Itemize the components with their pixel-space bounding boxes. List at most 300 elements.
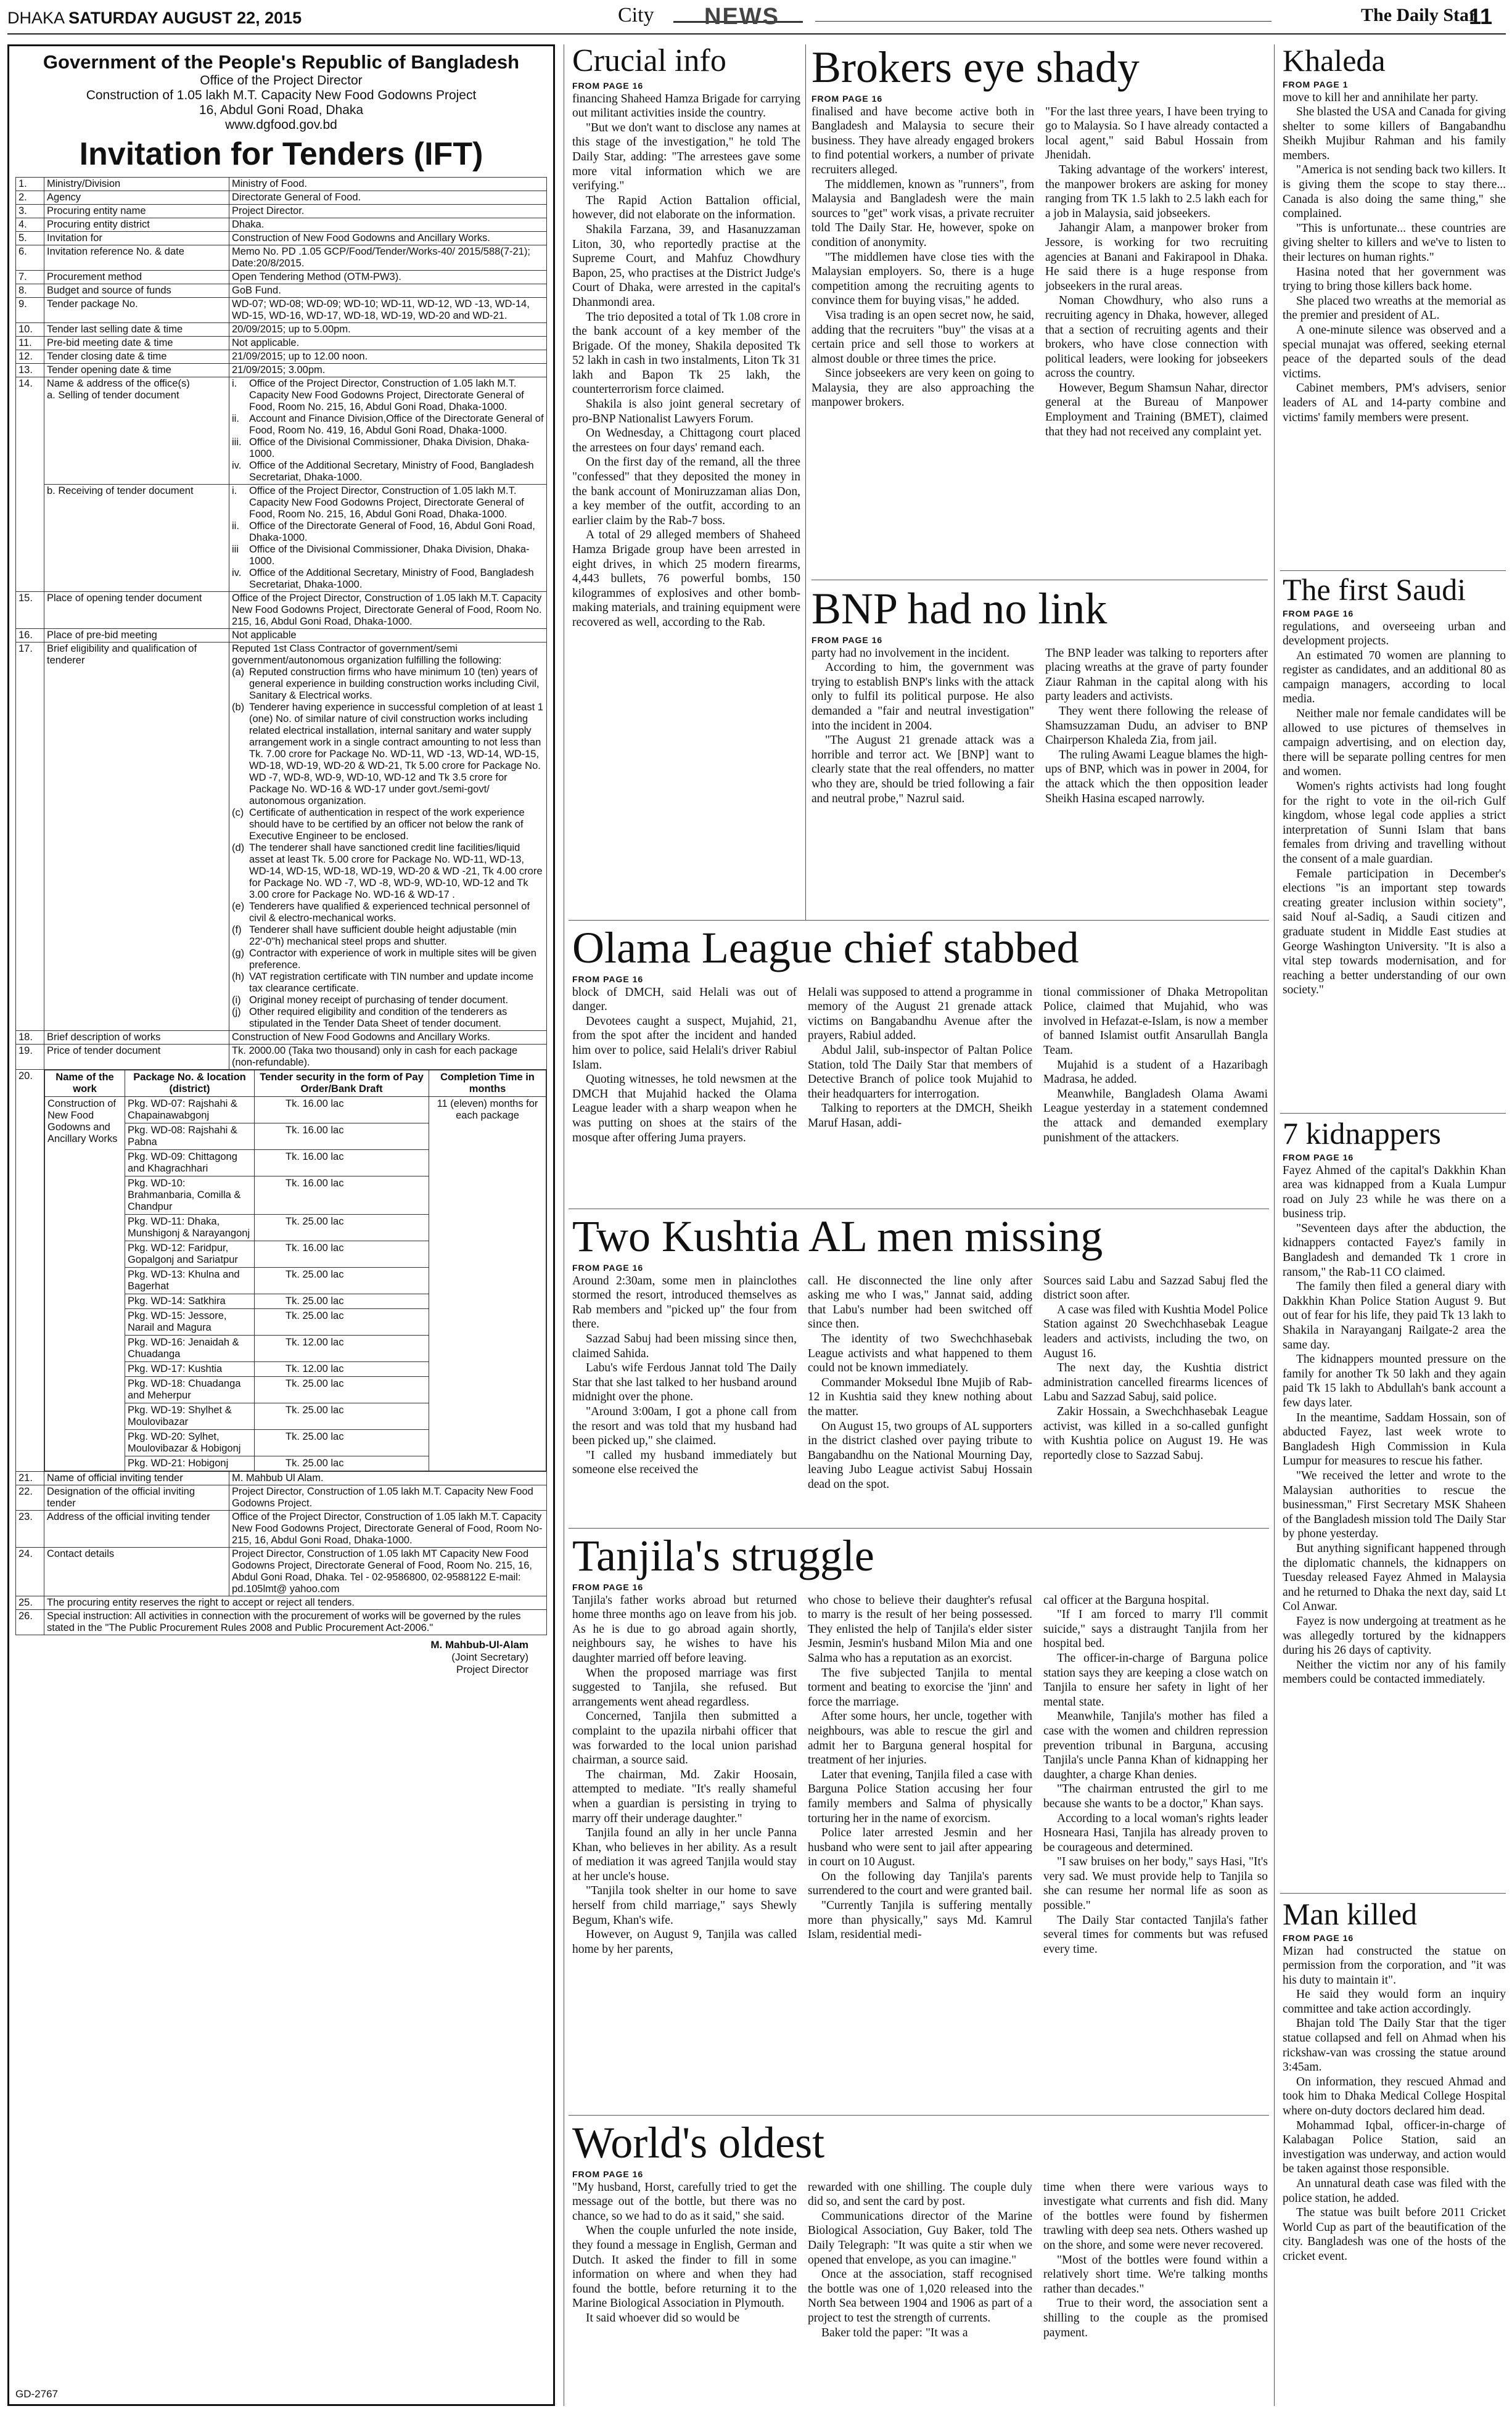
column-divider xyxy=(1274,44,1275,2406)
list-item xyxy=(232,1006,544,1030)
row-value xyxy=(229,377,547,485)
row-value: 21/09/2015; 3.00pm. xyxy=(229,364,547,377)
package-location: Pkg. WD-16: Jenaidah & Chuadanga xyxy=(125,1336,255,1362)
paragraph: The middlemen, known as "runners", from Malaysia and Bangladesh were the main sources to "get" work visas, a private recruiter told The Daily Star. He, however, spoke on condition of anonymity. xyxy=(811,178,1034,249)
row-key: Tender closing date & time xyxy=(44,350,229,364)
table-row xyxy=(16,364,547,377)
tender-security: Tk. 12.00 lac xyxy=(255,1336,429,1362)
list-marker: (j) xyxy=(232,1006,241,1017)
list-item xyxy=(232,378,544,413)
package-location: Pkg. WD-11: Dhaka, Munshigonj & Narayangonj xyxy=(125,1215,255,1241)
row-number: 16. xyxy=(16,629,44,643)
works-header: Package No. & location (district) xyxy=(125,1070,255,1097)
tender-security: Tk. 25.00 lac xyxy=(255,1215,429,1241)
tender-security: Tk. 16.00 lac xyxy=(255,1241,429,1268)
package-location: Pkg. WD-18: Chuadanga and Meherpur xyxy=(125,1377,255,1403)
paragraph: tional commissioner of Dhaka Metropolitan Police, claimed that Mujahid, who was involved in Hefazat-e-Islam, is now a member of banned Islamist outfit Ansarullah Bangla Team. xyxy=(1043,985,1268,1057)
table-row xyxy=(16,178,547,191)
row-value: Project Director, Construction of 1.05 lakh MT Capacity New Food Godowns Project, Directorate General of Food, Room No. 215, 16, Abdul Goni Road, Dhaka. Tel - 02-9586800, 02-9588122 E-mail: pd.105lmt@ yahoo.com xyxy=(229,1548,547,1596)
row-value: Memo No. PD .1.05 GCP/Food/Tender/Works-40/ 2015/588(7-21); Date:20/8/2015. xyxy=(229,245,547,271)
row-number: 3. xyxy=(16,205,44,218)
article-bnp xyxy=(811,586,1268,806)
jump-line: FROM PAGE 16 xyxy=(1283,608,1354,618)
list-marker: (e) xyxy=(232,901,245,912)
list-marker: iv. xyxy=(232,460,242,471)
row-key: Agency xyxy=(44,191,229,205)
row-number: 23. xyxy=(16,1511,44,1548)
list-item xyxy=(232,842,544,901)
row-number: 25. xyxy=(16,1596,44,1610)
paragraph: Shakila Farzana, 39, and Hasanuzzaman Liton, 30, who reportedly practise at the Supreme Court, and Mahfuz Chowdhury Bapon, 25, who practises at the District Judge's Court of Dhaka, were arrested in the capital's Dhanmondi area. xyxy=(572,223,800,309)
paragraph: regulations, and overseeing urban and development projects. xyxy=(1283,620,1506,648)
paragraph: Mujahid is a student of a Hazaribagh Madrasa, he added. xyxy=(1043,1058,1268,1086)
paragraph: "If I am forced to marry I'll commit suicide," says a distraught Tanjila from her hospital bed. xyxy=(1043,1608,1268,1651)
article-column xyxy=(572,1593,797,1957)
jump-line: FROM PAGE 16 xyxy=(1283,1152,1354,1162)
list-text: Tenderers have qualified & experienced technical personnel of civil & electro-mechanical works. xyxy=(249,901,530,924)
row-value: Tk. 2000.00 (Taka two thousand) only in cash for each package (non-refundable). xyxy=(229,1045,547,1070)
page-number: 11 xyxy=(1469,4,1493,29)
paragraph: But anything significant happened through the diplomatic channels, the kidnappers on Tuesday released Fayez Ahmed in Malaysia and he returned to Dhaka the next day, said Lt Col Anwar. xyxy=(1283,1542,1506,1614)
paragraph: Meanwhile, Tanjila's mother has filed a case with the women and children repression prevention tribunal in Barguna, accusing Tanjila's uncle Panna Khan of kidnapping her daughter, a charge Khan denies. xyxy=(1043,1710,1268,1781)
paragraph: The next day, the Kushtia district administration cancelled firearms licences of Labu and Sazzad Sabuj, said police. xyxy=(1043,1361,1268,1404)
row-value: Not applicable. xyxy=(229,337,547,350)
paragraph: "Seventeen days after the abduction, the kidnappers contacted Fayez's family in Bangladesh and demanded Tk 1 crore in ransom," the Rab-11 CO claimed. xyxy=(1283,1221,1506,1279)
article-column xyxy=(1283,620,1506,998)
tender-security: Tk. 25.00 lac xyxy=(255,1456,429,1471)
article-man-killed xyxy=(1283,1898,1506,2264)
package-location: Pkg. WD-21: Hobigonj xyxy=(125,1456,255,1471)
package-location: Pkg. WD-19: Shylhet & Moulovibazar xyxy=(125,1403,255,1430)
list-item xyxy=(232,901,544,924)
paragraph: Sazzad Sabuj had been missing since then, claimed Sahida. xyxy=(572,1332,797,1360)
paragraph: The Rapid Action Battalion official, however, did not elaborate on the information. xyxy=(572,194,800,222)
row-value: Construction of New Food Godowns and Ancillary Works. xyxy=(229,232,547,245)
table-row xyxy=(16,245,547,271)
tender-security: Tk. 16.00 lac xyxy=(255,1123,429,1150)
table-row xyxy=(16,643,547,1031)
row-value: The procuring entity reserves the right to accept or reject all tenders. xyxy=(44,1596,547,1610)
paragraph: "Around 3:00am, I got a phone call from the resort and was told that my husband had been picked up," she claimed. xyxy=(572,1405,797,1448)
headline: BNP had no link xyxy=(811,584,1107,633)
paragraph: When the couple unfurled the note inside, they found a message in English, German and Dutch. It asked the finder to fill in some information on where and when they had found the bottle, before returning it to the Marine Biological Association in Plymouth. xyxy=(572,2224,797,2310)
list-item xyxy=(232,460,544,483)
article-column xyxy=(808,1593,1032,1957)
list-marker: (d) xyxy=(232,842,245,853)
paragraph: Visa trading is an open secret now, he said, adding that the recruiters "buy" the visas at a certain price and sell those to workers at almost double or three times the price. xyxy=(811,308,1034,366)
paragraph: In the meantime, Saddam Hossain, son of abducted Fayez, last week wrote to Bangladesh High Commission in Kula Lumpur for measures to rescue his father. xyxy=(1283,1411,1506,1468)
list-item xyxy=(232,971,544,995)
paragraph: Bhajan told The Daily Star that the tiger statue collapsed and fell on Ahmad when his rickshaw-van was crossing the statue around 3:45am. xyxy=(1283,2017,1506,2074)
column-divider xyxy=(805,44,806,920)
table-row xyxy=(16,232,547,245)
row-value: Directorate General of Food. xyxy=(229,191,547,205)
row-number: 24. xyxy=(16,1548,44,1596)
row-key: Invitation for xyxy=(44,232,229,245)
row-key: Invitation reference No. & date xyxy=(44,245,229,271)
list-marker: (a) xyxy=(232,667,245,678)
paragraph: Quoting witnesses, he told newsmen at the DMCH that Mujahid hacked the Olama League leader with a sharp weapon when he was putting on shoes at the stairs of the mosque after offering Juma prayers. xyxy=(572,1073,797,1144)
row-number: 26. xyxy=(16,1610,44,1635)
row-number: 15. xyxy=(16,592,44,629)
row-number: 18. xyxy=(16,1031,44,1045)
row-key: Place of pre-bid meeting xyxy=(44,629,229,643)
package-location: Pkg. WD-14: Satkhira xyxy=(125,1294,255,1309)
list-marker: ii. xyxy=(232,520,239,532)
row-value: Project Director. xyxy=(229,205,547,218)
paragraph: who chose to believe their daughter's refusal to marry is the result of her being possessed. They enlisted the help of Tanjila's elder sister Jesmin, Jesmin's husband Milon Mia and one Salma who has a reputation as an exorcist. xyxy=(808,1593,1032,1665)
row-key: Brief eligibility and qualification of tenderer xyxy=(44,643,229,1031)
paragraph: On the following day Tanjila's parents surrendered to the court and were granted bail. xyxy=(808,1870,1032,1898)
headline: Khaleda xyxy=(1283,43,1386,78)
row-number: 20. xyxy=(16,1070,44,1472)
signatory-name: M. Mahbub-Ul-Alam xyxy=(430,1639,528,1651)
package-location: Pkg. WD-07: Rajshahi & Chapainawabgonj xyxy=(125,1097,255,1123)
paragraph: Tanjila's father works abroad but returned home three months ago on leave from his job. As he is due to go abroad again shortly, neighbours say, he wishes to have his daughter married off before leaving. xyxy=(572,1593,797,1665)
paragraph: move to kill her and annihilate her party. xyxy=(1283,91,1479,104)
jump-line: FROM PAGE 16 xyxy=(572,974,644,984)
article-column xyxy=(808,1274,1032,1492)
package-location: Pkg. WD-09: Chittagong and Khagrachhari xyxy=(125,1150,255,1176)
table-row xyxy=(16,1511,547,1548)
paragraph: Taking advantage of the workers' interest, the manpower brokers are asking for money ranging from TK 1.5 lakh to 2.5 lakh each for a job in Malaysia, said jobseekers. xyxy=(1045,163,1268,220)
article-crucial-info xyxy=(572,44,800,630)
works-header: Tender security in the form of Pay Order/Bank Draft xyxy=(255,1070,429,1097)
list-marker: iii xyxy=(232,544,239,555)
eligibility-intro: Reputed 1st Class Contractor of government/semi government/autonomous organization fulfilling the following: xyxy=(232,643,502,666)
paragraph: "America is not sending back two killers. It is giving them the scope to stay there... Canada is also doing the same thing," she complained. xyxy=(1283,163,1506,221)
work-name: Construction of New Food Godowns and Ancillary Works xyxy=(45,1097,125,1471)
tender-security: Tk. 25.00 lac xyxy=(255,1377,429,1403)
paragraph: "But we don't want to disclose any names at this stage of the investigation," he told The Daily Star, adding: "The arrestees gave some more vital information which we are verifying." xyxy=(572,121,800,193)
table-row xyxy=(16,298,547,323)
paragraph: Fayez Ahmed of the capital's Dakkhin Khan area was kidnapped from a Kuala Lumpur road on July 23 while he was there on a business trip. xyxy=(1283,1164,1506,1221)
jump-line: FROM PAGE 16 xyxy=(572,80,644,91)
paragraph: Since jobseekers are very keen on going to Malaysia, they are also approaching the manpower brokers. xyxy=(811,367,1034,409)
paragraph: "The chairman entrusted the girl to me because she wants to be a doctor," Khan says. xyxy=(1043,1783,1268,1810)
table-row xyxy=(16,1031,547,1045)
row-value: WD-07; WD-08; WD-09; WD-10; WD-11, WD-12, WD -13, WD-14, WD-15, WD-16, WD-17, WD-18, WD-19, WD-20 and WD-21. xyxy=(229,298,547,323)
row-value: GoB Fund. xyxy=(229,284,547,298)
row-key: Brief description of works xyxy=(44,1031,229,1045)
row-key: Budget and source of funds xyxy=(44,284,229,298)
paragraph: block of DMCH, said Helali was out of danger. xyxy=(572,985,797,1014)
section-label: NEWS xyxy=(704,4,779,30)
tender-security: Tk. 16.00 lac xyxy=(255,1150,429,1176)
row-value: Office of the Project Director, Construction of 1.05 lakh M.T. Capacity New Food Godowns Project, Directorate General of Food, Room No. 215, 16, Abdul Goni Road, Dhaka-1000. xyxy=(229,592,547,629)
paragraph: The statue was built before 2011 Cricket World Cup as part of the beautification of the city. Bangladesh was one of the hosts of the cricket event. xyxy=(1283,2206,1506,2263)
paragraph: Abdul Jalil, sub-inspector of Paltan Police Station, told The Daily Star that members of Detective Branch of police took Mujahid to their headquarters for interrogation. xyxy=(808,1043,1032,1101)
row-key: Procurement method xyxy=(44,271,229,284)
row-key: Procuring entity district xyxy=(44,218,229,232)
headline: Brokers eye shady xyxy=(811,43,1140,92)
paragraph: A total of 29 alleged members of Shaheed Hamza Brigade group have been arrested in eight drives, in which 25 modern firearms, 4,443 bullets, 76 powerful bombs, 150 kilogrammes of explosives and other bomb-making materials, and training equipment were recovered as well, according to the Rab. xyxy=(572,528,800,629)
paragraph: "The middlemen have close ties with the Malaysian employers. So, there is a huge competition among the recruiting agents to convince them for buying visas," he added. xyxy=(811,250,1034,308)
article-first-saudi xyxy=(1283,573,1506,998)
list-marker: i. xyxy=(232,485,237,496)
jump-line: FROM PAGE 16 xyxy=(572,2169,644,2179)
paragraph: The trio deposited a total of Tk 1.08 crore in the bank account of a key member of the Brigade. Of the money, Shakila deposited Tk 52 lakh in cash in two instalments, Liton Tk 31 lakh and Bapon Tk 25 lakh, the counterterrorism force claimed. xyxy=(572,310,800,396)
row-number: 22. xyxy=(16,1485,44,1511)
row-number: 19. xyxy=(16,1045,44,1070)
dateline xyxy=(7,9,302,28)
paragraph: She placed two wreaths at the memorial as the premier and president of AL. xyxy=(1283,294,1506,322)
signature-block xyxy=(15,1639,547,1676)
list-text: Contractor with experience of work in multiple sites will be given preference. xyxy=(249,948,536,971)
list-marker: ii. xyxy=(232,413,239,424)
paragraph: Labu's wife Ferdous Jannat told The Daily Star that she last talked to her husband around midnight over the phone. xyxy=(572,1361,797,1404)
row-value: Construction of New Food Godowns and Ancillary Works. xyxy=(229,1031,547,1045)
table-row xyxy=(16,323,547,337)
list-text: Reputed construction firms who have minimum 10 (ten) years of general experience in building construction works including Civil, Sanitary & Electrical works. xyxy=(249,667,540,701)
list-marker: i. xyxy=(232,378,237,389)
paragraph: Hasina noted that her government was trying to bring those killers back home. xyxy=(1283,265,1506,294)
paragraph: They went there following the release of Shamsuzzaman Dudu, an adviser to BNP Chairperson Khaleda Zia, from jail. xyxy=(1045,704,1268,747)
paper-name: The Daily Star xyxy=(1361,5,1477,25)
list-marker: (h) xyxy=(232,971,245,982)
jump-line: FROM PAGE 16 xyxy=(1283,1932,1354,1943)
works-cell xyxy=(44,1070,547,1472)
article-olama-league xyxy=(572,925,1268,1145)
paragraph: Sources said Labu and Sazzad Sabuj fled the district soon after. xyxy=(1043,1274,1268,1302)
row-key: Pre-bid meeting date & time xyxy=(44,337,229,350)
row-divider xyxy=(1280,1893,1506,1894)
list-marker: (c) xyxy=(232,807,244,818)
article-column xyxy=(572,1274,797,1492)
paragraph: "Most of the bottles were found within a relatively short time. We're talking months rather than decades." xyxy=(1043,2253,1268,2296)
table-row xyxy=(16,1596,547,1610)
row-number: 17. xyxy=(16,643,44,1031)
paragraph: finalised and have become active both in Bangladesh and Malaysia to secure their business. They have already engaged brokers to find potential workers, a number of private recruiters alleged. xyxy=(811,105,1034,176)
headline: Olama League chief stabbed xyxy=(572,923,1079,972)
article-column xyxy=(1045,646,1268,807)
row-key: Designation of the official inviting tender xyxy=(44,1485,229,1511)
tender-security: Tk. 25.00 lac xyxy=(255,1268,429,1294)
row-key: Price of tender document xyxy=(44,1045,229,1070)
package-location: Pkg. WD-15: Jessore, Narail and Magura xyxy=(125,1309,255,1336)
paragraph: Cabinet members, PM's advisers, senior leaders of AL and 14-party combine and victims' family members were present. xyxy=(1283,382,1506,424)
row-value: Open Tendering Method (OTM-PW3). xyxy=(229,271,547,284)
paragraph: Shakila is also joint general secretary of pro-BNP Nationalist Lawyers Forum. xyxy=(572,398,800,425)
paragraph: On Wednesday, a Chittagong court placed the arrestees on four days' remand each. xyxy=(572,427,800,454)
article-tanjila xyxy=(572,1533,1268,1956)
paragraph: Fayez is now undergoing at treatment as he was allegedly tortured by the kidnappers during his 26 days of captivity. xyxy=(1283,1614,1506,1657)
paragraph: On information, they rescued Ahmad and took him to Dhaka Medical College Hospital where on-duty doctors declared him dead. xyxy=(1283,2075,1506,2118)
paragraph: It said whoever did so would be xyxy=(586,2311,740,2325)
article-column xyxy=(572,2180,797,2341)
list-marker: iv. xyxy=(232,567,242,578)
row-number: 10. xyxy=(16,323,44,337)
package-location: Pkg. WD-13: Khulna and Bagerhat xyxy=(125,1268,255,1294)
table-row xyxy=(16,485,547,592)
tender-security: Tk. 25.00 lac xyxy=(255,1294,429,1309)
row-divider xyxy=(569,920,1269,921)
paragraph: call. He disconnected the line only after asking me who I was," Jannat said, adding that Labu's number had been switched off since then. xyxy=(808,1274,1032,1331)
list-item xyxy=(232,702,544,807)
row-value: Project Director, Construction of 1.05 lakh M.T. Capacity New Food Godowns Project. xyxy=(229,1485,547,1511)
row-value: Office of the Project Director, Construction of 1.05 lakh M.T. Capacity New Food Godowns Project, Directorate General of Food, Room No-215, 16, Abdul Goni Road, Dhaka-1000. xyxy=(229,1511,547,1548)
row-key: Tender last selling date & time xyxy=(44,323,229,337)
works-header: Completion Time in months xyxy=(429,1070,546,1097)
article-column xyxy=(808,985,1032,1146)
list-item xyxy=(232,413,544,437)
signatory-title: (Joint Secretary) xyxy=(451,1651,528,1663)
paragraph: cal officer at the Barguna hospital. xyxy=(1043,1593,1209,1607)
paragraph: When the proposed marriage was first suggested to Tanjila, she refused. But arrangements went ahead regardless. xyxy=(572,1666,797,1709)
paragraph: The five subjected Tanjila to mental torment and beating to exorcise the 'jinn' and force the marriage. xyxy=(808,1666,1032,1709)
package-location: Pkg. WD-20: Sylhet, Moulovibazar & Hobigonj xyxy=(125,1430,255,1456)
paragraph: The BNP leader was talking to reporters after placing wreaths at the grave of party founder Ziaur Rahman in the capital along with his party leaders and activists. xyxy=(1045,646,1268,704)
list-text: Account and Finance Division,Office of the Directorate General of Food, Room No. 419, 16, Abdul Goni Road, Dhaka-1000. xyxy=(249,413,544,436)
tender-project: Construction of 1.05 lakh M.T. Capacity New Food Godowns Project xyxy=(86,88,477,102)
paragraph: party had no involvement in the incident. xyxy=(811,646,1010,660)
table-row xyxy=(16,350,547,364)
row-value: Ministry of Food. xyxy=(229,178,547,191)
headline: Tanjila's struggle xyxy=(572,1531,874,1580)
row-number: 1. xyxy=(16,178,44,191)
list-item xyxy=(232,995,544,1006)
paragraph: Noman Chowdhury, who also runs a recruiting agency in Dhaka, however, alleged that a section of recruiting agents and their brokers, who have close connection with political leaders, were looking for jobseekers across the country. xyxy=(1045,294,1268,380)
paragraph: An estimated 70 women are planning to register as candidates, and an additional 80 as campaign managers, according to local media. xyxy=(1283,649,1506,706)
table-row xyxy=(16,1485,547,1511)
headline: World's oldest xyxy=(572,2118,825,2167)
paragraph: On the first day of the remand, all the three "confessed" that they deposited the money in the bank account of Moniruzzaman alias Don, a key member of the outfit, according to an earlier claim by the Rab-7 boss. xyxy=(572,456,800,527)
list-text: Office of the Directorate General of Food, 16, Abdul Goni Road, Dhaka-1000. xyxy=(249,520,535,543)
row-number: 5. xyxy=(16,232,44,245)
article-column xyxy=(1283,1164,1506,1687)
paragraph: The ruling Awami League blames the high-ups of BNP, which was in power in 2004, for the attack which the then opposition leader Sheikh Hasina escaped narrowly. xyxy=(1045,748,1268,805)
list-item xyxy=(232,544,544,567)
masthead-divider xyxy=(7,33,1506,35)
paragraph: The family then filed a general diary with Dakkhin Khan Police Station August 9. But out of fear for his life, they paid Tk 13 lakh to Shakila in Narayanganj Railgate-2 area the same day. xyxy=(1283,1280,1506,1352)
jump-line: FROM PAGE 16 xyxy=(811,634,883,645)
row-divider xyxy=(569,2115,1269,2116)
row-number: 2. xyxy=(16,191,44,205)
tender-security: Tk. 25.00 lac xyxy=(255,1309,429,1336)
table-row xyxy=(45,1097,546,1123)
article-column xyxy=(1283,91,1506,425)
list-marker: (g) xyxy=(232,948,245,959)
paragraph: After some hours, her uncle, together with neighbours, was able to rescue the girl and admit her to Barguna general hospital for treatment of her injuries. xyxy=(808,1710,1032,1767)
row-key: b. Receiving of tender document xyxy=(44,485,229,592)
jump-line: FROM PAGE 16 xyxy=(572,1262,644,1273)
paragraph: The Daily Star contacted Tanjila's father several times for comments but was refused every time. xyxy=(1043,1913,1268,1956)
paragraph: A one-minute silence was observed and a special munajat was offered, seeking eternal peace of the departed souls of the dead victims. xyxy=(1283,324,1506,380)
article-column xyxy=(1043,985,1268,1146)
paragraph: The officer-in-charge of Barguna police station says they are keeping a close watch on Tanjila to ensure her safety in light of her mental state. xyxy=(1043,1651,1268,1709)
tender-security: Tk. 25.00 lac xyxy=(255,1403,429,1430)
article-column xyxy=(1283,1944,1506,2264)
row-key: Tender package No. xyxy=(44,298,229,323)
list-item xyxy=(232,924,544,948)
package-location: Pkg. WD-08: Rajshahi & Pabna xyxy=(125,1123,255,1150)
table-row xyxy=(16,284,547,298)
tender-advertisement xyxy=(7,44,555,2406)
paragraph: "I saw bruises on her body," says Hasi, "It's very sad. We must provide help to Tanjila so she can resume her normal life as soon as possible." xyxy=(1043,1855,1268,1913)
list-text: Other required eligibility and condition of the tenderers as stipulated in the Tender Data Sheet of tender document. xyxy=(249,1006,507,1029)
row-key: Name of official inviting tender xyxy=(44,1472,229,1485)
article-column xyxy=(811,646,1034,807)
paragraph: The chairman, Md. Zakir Hoosain, attempted to mediate. "It's really shameful when a guardian is persisting in trying to marry off their underage daughter." xyxy=(572,1768,797,1825)
paragraph: According to a local woman's rights leader Hosneara Hasi, Tanjila has already proven to be courageous and determined. xyxy=(1043,1812,1268,1854)
tender-title: Invitation for Tenders (IFT) xyxy=(79,136,483,172)
row-number: 8. xyxy=(16,284,44,298)
article-column xyxy=(1043,1274,1268,1492)
article-brokers xyxy=(811,44,1268,439)
row-number: 21. xyxy=(16,1472,44,1485)
table-row xyxy=(16,1070,547,1472)
tender-security: Tk. 16.00 lac xyxy=(255,1097,429,1123)
tender-table xyxy=(15,177,547,1635)
paragraph: "For the last three years, I have been trying to go to Malaysia. So I have already contacted a local agent," said Babul Hossain from Jhenidah. xyxy=(1045,105,1268,162)
jump-line: FROM PAGE 1 xyxy=(1283,79,1349,89)
jump-line: FROM PAGE 16 xyxy=(572,1582,644,1592)
masthead xyxy=(7,4,1506,33)
paragraph: Helali was supposed to attend a programme in memory of the August 21 grenade attack victims on Bangabandhu Avenue after the prayers, Rabiul added. xyxy=(808,985,1032,1043)
row-key: Tender opening date & time xyxy=(44,364,229,377)
list-text: VAT registration certificate with TIN number and update income tax clearance certificate. xyxy=(249,971,534,994)
tender-security: Tk. 16.00 lac xyxy=(255,1176,429,1215)
tender-website: www.dgfood.gov.bd xyxy=(225,118,337,132)
paragraph: Police later arrested Jesmin and her husband who were sent to jail after appearing in court on 10 August. xyxy=(808,1826,1032,1869)
row-value: 21/09/2015; up to 12.00 noon. xyxy=(229,350,547,364)
list-item xyxy=(232,667,544,702)
paragraph: Commander Moksedul Ibne Mujib of Rab-12 in Kushtia said they knew nothing about the matter. xyxy=(808,1376,1032,1418)
paragraph: "Currently Tanjila is suffering mentally more than physically," says Md. Kamrul Islam, residential medi- xyxy=(808,1899,1032,1942)
paragraph: An unnatural death case was filed with the police station, he added. xyxy=(1283,2177,1506,2205)
works-header-row xyxy=(45,1070,546,1097)
list-text: Original money receipt of purchasing of tender document. xyxy=(249,995,509,1006)
paragraph: On August 15, two groups of AL supporters in the district clashed over paying tribute to Bangabandhu on the National Mourning Day, leaving Jubo League activist Sabuj Hossain dead on the spot. xyxy=(808,1419,1032,1491)
table-row xyxy=(16,377,547,485)
table-row xyxy=(16,218,547,232)
headline: Man killed xyxy=(1283,1897,1418,1931)
table-row xyxy=(16,1548,547,1596)
paragraph: Communications director of the Marine Biological Association, Guy Baker, told The Daily Telegraph: "It was quite a stir when we opened that envelope, as you can imagine." xyxy=(808,2209,1032,2267)
works-header: Name of the work xyxy=(45,1070,125,1097)
paragraph: True to their word, the association sent a shilling to the couple as the promised payment. xyxy=(1043,2297,1268,2339)
row-number: 13. xyxy=(16,364,44,377)
paragraph: "I called my husband immediately but someone else received the xyxy=(572,1448,797,1477)
paragraph: A case was filed with Kushtia Model Police Station against 20 Swechchhasebak League leaders and activists, including the two, on August 16. xyxy=(1043,1303,1268,1360)
row-value: M. Mahbub Ul Alam. xyxy=(229,1472,547,1485)
list-text: Certificate of authentication in respect of the work experience should have to be certified by an officer not below the rank of Executive Engineer to be enclosed. xyxy=(249,807,525,842)
paragraph: Meanwhile, Bangladesh Olama Awami League yesterday in a statement condemned the attack and demanded exemplary punishment of the attackers. xyxy=(1043,1087,1268,1144)
list-text: Office of the Project Director, Construction of 1.05 lakh M.T. Capacity New Food Godowns Project, Directorate General of Food, Room No. 215, 16, Abdul Goni Road, Dhaka-1000. xyxy=(249,378,524,413)
paragraph: The kidnappers mounted pressure on the family for another Tk 50 lakh and they again paid Tk 15 lakh to Abdullah's bank account a few days later. xyxy=(1283,1353,1506,1410)
list-text: Office of the Divisional Commissioner, Dhaka Division, Dhaka-1000. xyxy=(249,544,530,567)
row-key: Procuring entity name xyxy=(44,205,229,218)
headline: Crucial info xyxy=(572,43,726,78)
paragraph: According to him, the government was trying to establish BNP's links with the attack only to fulfil its political purpose. He also demanded a "fair and neutral investigation" into the incident in 2004. xyxy=(811,661,1034,733)
headline: Two Kushtia AL men missing xyxy=(572,1212,1103,1261)
row-number: 6. xyxy=(16,245,44,271)
list-item xyxy=(232,485,544,520)
article-khaleda xyxy=(1283,44,1506,425)
row-number: 4. xyxy=(16,218,44,232)
paragraph: "We received the letter and wrote to the Malaysian authorities to rescue the businessman," First Secretary MSK Shaheen of the Bangladesh mission told The Daily Star by phone yesterday. xyxy=(1283,1469,1506,1541)
paragraph: "My husband, Horst, carefully tried to get the message out of the bottle, but there was no chance, so we had to do as it said," she said. xyxy=(572,2180,797,2223)
table-row xyxy=(16,629,547,643)
paragraph: Neither the victim nor any of his family members could be contacted immediately. xyxy=(1283,1658,1506,1686)
tender-office: Office of the Project Director xyxy=(200,73,363,88)
tender-address: 16, Abdul Goni Road, Dhaka xyxy=(199,103,364,117)
list-text: Office of the Additional Secretary, Ministry of Food, Bangladesh Secretariat, Dhaka-1000. xyxy=(249,567,534,590)
paragraph: rewarded with one shilling. The couple duly did so, and sent the card by post. xyxy=(808,2180,1032,2209)
list-text: Office of the Project Director, Construction of 1.05 lakh M.T. Capacity New Food Godowns Project, Directorate General of Food, Room No. 215, 16, Abdul Goni Road, Dhaka-1000. xyxy=(249,485,524,520)
package-location: Pkg. WD-10: Brahmanbaria, Comilla & Chandpur xyxy=(125,1176,255,1215)
paragraph: Around 2:30am, some men in plainclothes stormed the resort, introduced themselves as Rab members and "picked up" the four from there. xyxy=(572,1274,797,1331)
